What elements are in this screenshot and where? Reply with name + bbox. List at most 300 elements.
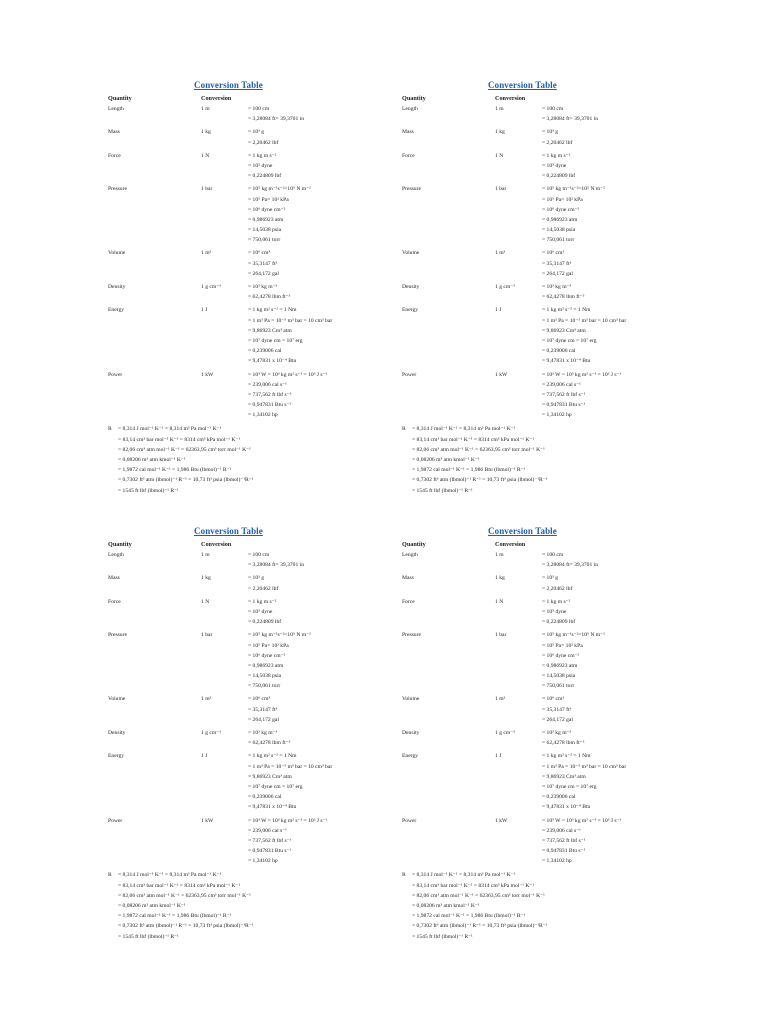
gas-constant-row: [402, 932, 732, 942]
table-row: [108, 184, 438, 194]
conversion-panel: [402, 80, 732, 500]
value-cell: = 1,34102 hp: [542, 412, 572, 419]
table-row: [108, 641, 438, 651]
table-row: [402, 826, 732, 836]
gas-constant-label: R: [108, 872, 112, 879]
quantity-cell: Energy: [108, 307, 125, 314]
gas-constant-row: [108, 911, 438, 921]
unit-cell: 1 N: [201, 598, 210, 605]
value-cell: = 239,006 cal s⁻¹: [248, 827, 287, 834]
table-row: [402, 127, 732, 137]
value-cell: = 1 m³ Pa = 10⁻⁵ m³ bar = 10 cm³ bar: [248, 317, 333, 324]
value-cell: = 9,86923 Cm³ atm: [542, 773, 586, 780]
table-row: [108, 400, 438, 410]
table-row: [402, 104, 732, 114]
unit-cell: 1 m: [495, 552, 504, 558]
unit-cell: 1 kg: [495, 129, 505, 136]
gas-constant-value: = 1,9872 cal mol⁻¹ K⁻¹ = 1,986 Btu (lbmol)⁻¹ R⁻¹: [118, 913, 232, 920]
value-cell: = 10³ W = 10³ kg m² s⁻³ = 10³ J s⁻¹: [248, 817, 328, 824]
gas-constant-value: = 8,314 J mol⁻¹ K⁻¹ = 8,314 m³ Pa mol⁻¹ K⁻¹: [118, 872, 222, 879]
unit-cell: 1 N: [495, 598, 504, 605]
table-row: [108, 573, 438, 583]
value-cell: = 264,172 gal: [248, 270, 279, 277]
table-row: [402, 681, 732, 691]
value-cell: = 62,4278 lbm ft⁻³: [248, 740, 291, 747]
conversion-header: Conversion: [201, 95, 232, 102]
gas-constant-row: [108, 475, 438, 485]
gas-constant-label: R: [402, 872, 406, 879]
table-header: [402, 540, 732, 550]
table-row: [108, 694, 438, 704]
quantity-cell: Volume: [108, 250, 126, 257]
table-row: [108, 380, 438, 390]
value-cell: = 9,86923 Cm³ atm: [542, 327, 586, 334]
quantity-cell: Length: [402, 106, 418, 112]
gas-constant-row: [402, 465, 732, 475]
gas-constant-value: = 1545 ft lbf (lbmol)⁻¹ R⁻¹: [412, 933, 473, 940]
quantity-cell: Density: [402, 284, 420, 290]
gas-constant-row: [402, 901, 732, 911]
table-row: [108, 235, 438, 245]
quantity-cell: Energy: [108, 753, 125, 760]
gas-constant-row: [402, 881, 732, 891]
unit-cell: 1 m³: [201, 250, 212, 257]
conversion-panel: [402, 526, 732, 946]
gas-constant-value: = 1545 ft lbf (lbmol)⁻¹ R⁻¹: [118, 487, 179, 494]
table-row: [108, 681, 438, 691]
gas-constant-value: = 82,06 cm³ atm mol⁻¹ K⁻¹ = 62363,95 cm³ torr mol⁻¹ K⁻¹: [412, 446, 545, 453]
unit-cell: 1 kg: [201, 129, 211, 136]
value-cell: = 1 m³ Pa = 10⁻⁵ m³ bar = 10 cm³ bar: [542, 763, 627, 770]
page-title: Conversion Table: [488, 80, 557, 90]
table-row: [108, 161, 438, 171]
table-row: [402, 751, 732, 761]
unit-cell: 1 g cm⁻³: [201, 730, 221, 736]
table-row: [108, 292, 438, 302]
table-row: [108, 826, 438, 836]
table-row: [402, 738, 732, 748]
table-row: [108, 705, 438, 715]
gas-constant-row: [108, 486, 438, 496]
gas-constant-row: [402, 445, 732, 455]
gas-constant-value: = 8,314 J mol⁻¹ K⁻¹ = 8,314 m³ Pa mol⁻¹ K⁻¹: [412, 426, 516, 433]
gas-constant-row: [402, 455, 732, 465]
value-cell: = 2,20462 lbf: [248, 585, 279, 592]
table-row: [402, 671, 732, 681]
unit-cell: 1 bar: [495, 632, 507, 639]
value-cell: = 10⁵ dyne: [248, 608, 273, 615]
table-row: [108, 225, 438, 235]
table-row: [108, 728, 438, 738]
table-row: [108, 597, 438, 607]
table-row: [108, 782, 438, 792]
unit-cell: 1 bar: [201, 186, 213, 193]
value-cell: = 0,947831 Btu s⁻¹: [542, 402, 586, 409]
table-row: [108, 751, 438, 761]
table-row: [402, 617, 732, 627]
gas-constant-value: = 1545 ft lbf (lbmol)⁻¹ R⁻¹: [412, 487, 473, 494]
value-cell: = 737,562 ft lbf s⁻¹: [248, 391, 292, 398]
table-header: [402, 94, 732, 104]
unit-cell: 1 bar: [495, 186, 507, 193]
unit-cell: 1 m³: [201, 696, 212, 703]
table-row: [108, 816, 438, 826]
table-row: [402, 316, 732, 326]
table-row: [402, 114, 732, 124]
gas-constant-value: = 83,14 cm³ bar mol⁻¹ K⁻¹ = 8314 cm³ kPa mol⁻¹ K⁻¹: [118, 436, 241, 443]
value-cell: = 1 m³ Pa = 10⁻⁵ m³ bar = 10 cm³ bar: [542, 317, 627, 324]
value-cell: = 0,239006 cal: [542, 794, 576, 801]
value-cell: = 2,20462 lbf: [542, 585, 573, 592]
value-cell: = 0,986923 atm: [248, 216, 284, 223]
gas-constant-row: [108, 921, 438, 931]
gas-constant-value: = 0,08206 m³ atm kmol⁻¹ K⁻¹: [118, 457, 186, 463]
gas-constant-value: = 82,06 cm³ atm mol⁻¹ K⁻¹ = 62363,95 cm³ torr mol⁻¹ K⁻¹: [118, 892, 251, 899]
table-row: [108, 259, 438, 269]
table-row: [108, 370, 438, 380]
table-row: [108, 856, 438, 866]
value-cell: = 1 kg m² s⁻² = 1 Nm: [542, 753, 591, 760]
unit-cell: 1 m³: [495, 696, 506, 703]
table-row: [402, 138, 732, 148]
value-cell: = 0,986923 atm: [248, 662, 284, 669]
gas-constant-row: [402, 435, 732, 445]
quantity-cell: Power: [402, 817, 417, 824]
value-cell: = 62,4278 lbm ft⁻³: [248, 294, 291, 301]
table-row: [108, 802, 438, 812]
value-cell: = 3,28084 ft= 39,3701 in: [542, 116, 599, 123]
quantity-cell: Volume: [108, 696, 126, 703]
table-row: [402, 390, 732, 400]
table-row: [402, 816, 732, 826]
table-row: [108, 104, 438, 114]
value-cell: = 10³ kg m⁻³: [248, 284, 278, 290]
value-cell: = 9,47831 x 10⁻⁴ Btu: [542, 358, 591, 365]
value-cell: = 10⁵ dyne: [542, 608, 567, 615]
gas-constant-row: [108, 455, 438, 465]
quantity-cell: Density: [108, 284, 126, 290]
value-cell: = 1 kg m² s⁻² = 1 Nm: [248, 307, 297, 314]
value-cell: = 10⁷ dyne cm = 10⁷ erg: [542, 783, 597, 790]
gas-constant-row: [108, 881, 438, 891]
quantity-cell: Force: [402, 598, 415, 605]
table-row: [402, 802, 732, 812]
value-cell: = 35,3147 ft³: [542, 260, 572, 267]
quantity-header: Quantity: [402, 541, 426, 548]
unit-cell: 1 kg: [201, 575, 211, 582]
table-row: [402, 410, 732, 420]
page-title: Conversion Table: [488, 526, 557, 536]
value-cell: = 1 kg m s⁻²: [542, 152, 571, 159]
quantity-cell: Volume: [402, 250, 420, 257]
gas-constant-value: = 8,314 J mol⁻¹ K⁻¹ = 8,314 m³ Pa mol⁻¹ K⁻¹: [412, 872, 516, 879]
value-cell: = 10⁶ cm³: [542, 250, 565, 257]
gas-constant-value: = 82,06 cm³ atm mol⁻¹ K⁻¹ = 62363,95 cm³ torr mol⁻¹ K⁻¹: [412, 892, 545, 899]
value-cell: = 737,562 ft lbf s⁻¹: [542, 391, 586, 398]
table-row: [108, 836, 438, 846]
table-row: [402, 161, 732, 171]
table-row: [108, 560, 438, 570]
gas-constant-value: = 1,9872 cal mol⁻¹ K⁻¹ = 1,986 Btu (lbmol)⁻¹ R⁻¹: [412, 467, 526, 474]
value-cell: = 0,947831 Btu s⁻¹: [248, 848, 292, 855]
table-row: [108, 846, 438, 856]
table-row: [402, 370, 732, 380]
quantity-cell: Length: [402, 552, 418, 558]
value-cell: = 35,3147 ft³: [542, 706, 572, 713]
value-cell: = 2,20462 lbf: [248, 139, 279, 146]
table-row: [108, 248, 438, 258]
table-row: [108, 584, 438, 594]
value-cell: = 10⁷ dyne cm = 10⁷ erg: [248, 337, 303, 344]
quantity-cell: Energy: [402, 753, 419, 760]
gas-constant-block: [108, 424, 438, 495]
value-cell: = 10⁷ dyne cm = 10⁷ erg: [248, 783, 303, 790]
quantity-cell: Mass: [108, 129, 120, 136]
table-row: [402, 772, 732, 782]
table-row: [402, 597, 732, 607]
value-cell: = 0,986923 atm: [542, 216, 578, 223]
gas-constant-block: [402, 870, 732, 941]
unit-cell: 1 J: [201, 307, 208, 314]
gas-constant-value: = 0,08206 m³ atm kmol⁻¹ K⁻¹: [118, 903, 186, 909]
table-row: [108, 269, 438, 279]
gas-constant-row: [108, 901, 438, 911]
table-row: [402, 400, 732, 410]
unit-cell: 1 N: [201, 152, 210, 159]
conversion-header: Conversion: [495, 541, 526, 548]
table-row: [108, 195, 438, 205]
quantity-header: Quantity: [402, 95, 426, 102]
unit-cell: 1 J: [495, 307, 502, 314]
quantity-header: Quantity: [108, 541, 132, 548]
conversion-header: Conversion: [495, 95, 526, 102]
table-row: [402, 326, 732, 336]
value-cell: = 1 kg m s⁻²: [248, 152, 277, 159]
table-row: [402, 550, 732, 560]
gas-constant-value: = 1,9872 cal mol⁻¹ K⁻¹ = 1,986 Btu (lbmol)⁻¹ R⁻¹: [118, 467, 232, 474]
quantity-cell: Power: [108, 817, 123, 824]
value-cell: = 0,224809 lbf: [542, 619, 576, 626]
gas-constant-row: [402, 891, 732, 901]
value-cell: = 62,4278 lbm ft⁻³: [542, 294, 585, 301]
value-cell: = 0,947831 Btu s⁻¹: [542, 848, 586, 855]
table-row: [108, 127, 438, 137]
value-cell: = 1 m³ Pa = 10⁻⁵ m³ bar = 10 cm³ bar: [248, 763, 333, 770]
value-cell: = 10⁶ dyne cm⁻²: [542, 652, 580, 659]
value-cell: = 239,006 cal s⁻¹: [542, 827, 581, 834]
quantity-cell: Density: [402, 730, 420, 736]
value-cell: = 10⁶ dyne cm⁻²: [248, 652, 286, 659]
value-cell: = 10⁵ Pa= 10² kPa: [248, 196, 289, 203]
conversion-panel: [108, 526, 438, 946]
gas-constant-value: = 8,314 J mol⁻¹ K⁻¹ = 8,314 m³ Pa mol⁻¹ K⁻¹: [118, 426, 222, 433]
table-row: [402, 235, 732, 245]
value-cell: = 10³ W = 10³ kg m² s⁻³ = 10³ J s⁻¹: [248, 371, 328, 378]
value-cell: = 9,47831 x 10⁻⁴ Btu: [248, 804, 297, 811]
value-cell: = 9,86923 Cm³ atm: [248, 773, 292, 780]
unit-cell: 1 m: [201, 106, 210, 112]
table-row: [402, 215, 732, 225]
gas-constant-value: = 1545 ft lbf (lbmol)⁻¹ R⁻¹: [118, 933, 179, 940]
unit-cell: 1 g cm⁻³: [495, 730, 515, 736]
quantity-cell: Power: [108, 371, 123, 378]
table-row: [402, 782, 732, 792]
value-cell: = 1,34102 hp: [248, 412, 278, 419]
value-cell: = 737,562 ft lbf s⁻¹: [248, 837, 292, 844]
quantity-cell: Power: [402, 371, 417, 378]
value-cell: = 9,86923 Cm³ atm: [248, 327, 292, 334]
table-row: [402, 728, 732, 738]
table-row: [402, 184, 732, 194]
table-row: [402, 560, 732, 570]
conversion-header: Conversion: [201, 541, 232, 548]
value-cell: = 14,5038 psia: [542, 673, 576, 680]
table-row: [402, 205, 732, 215]
value-cell: = 14,5038 psia: [542, 227, 576, 234]
value-cell: = 62,4278 lbm ft⁻³: [542, 740, 585, 747]
value-cell: = 10⁵ Pa= 10² kPa: [542, 196, 583, 203]
table-row: [108, 762, 438, 772]
quantity-cell: Force: [402, 152, 415, 159]
quantity-cell: Volume: [402, 696, 420, 703]
value-cell: = 10⁶ cm³: [542, 696, 565, 703]
value-cell: = 10⁶ cm³: [248, 250, 271, 257]
value-cell: = 1,34102 hp: [248, 858, 278, 865]
value-cell: = 264,172 gal: [542, 270, 573, 277]
value-cell: = 1 kg m² s⁻² = 1 Nm: [542, 307, 591, 314]
conversion-panel: [108, 80, 438, 500]
value-cell: = 750,061 torr: [248, 683, 281, 690]
table-row: [108, 630, 438, 640]
unit-cell: 1 m³: [495, 250, 506, 257]
table-row: [402, 305, 732, 315]
value-cell: = 0,239006 cal: [248, 794, 282, 801]
value-cell: = 10⁵ kg m⁻¹s⁻²=10⁵ N m⁻²: [248, 632, 311, 639]
unit-cell: 1 J: [201, 753, 208, 760]
value-cell: = 0,224809 lbf: [248, 619, 282, 626]
table-row: [108, 356, 438, 366]
table-row: [402, 336, 732, 346]
value-cell: = 100 cm: [248, 106, 270, 112]
gas-constant-value: = 82,06 cm³ atm mol⁻¹ K⁻¹ = 62363,95 cm³ torr mol⁻¹ K⁻¹: [118, 446, 251, 453]
table-row: [402, 380, 732, 390]
unit-cell: 1 m: [495, 106, 504, 112]
table-row: [402, 151, 732, 161]
table-row: [402, 630, 732, 640]
table-row: [402, 292, 732, 302]
value-cell: = 0,947831 Btu s⁻¹: [248, 402, 292, 409]
value-cell: = 10³ W = 10³ kg m² s⁻³ = 10³ J s⁻¹: [542, 817, 622, 824]
value-cell: = 100 cm: [248, 552, 270, 558]
unit-cell: 1 g cm⁻³: [201, 284, 221, 290]
table-row: [108, 282, 438, 292]
unit-cell: 1 kW: [201, 817, 214, 824]
value-cell: = 2,20462 lbf: [542, 139, 573, 146]
value-cell: = 100 cm: [542, 552, 564, 558]
value-cell: = 750,061 torr: [542, 237, 575, 244]
value-cell: = 10⁵ Pa= 10² kPa: [248, 642, 289, 649]
table-row: [402, 641, 732, 651]
table-row: [108, 316, 438, 326]
gas-constant-row: [402, 921, 732, 931]
quantity-cell: Mass: [402, 575, 414, 582]
gas-constant-label: R: [108, 426, 112, 433]
table-row: [402, 584, 732, 594]
value-cell: = 1 kg m² s⁻² = 1 Nm: [248, 753, 297, 760]
quantity-cell: Pressure: [402, 186, 421, 193]
quantity-cell: Length: [108, 106, 124, 112]
value-cell: = 10⁵ dyne: [248, 162, 273, 169]
value-cell: = 9,47831 x 10⁻⁴ Btu: [248, 358, 297, 365]
quantity-cell: Length: [108, 552, 124, 558]
gas-constant-value: = 0,08206 m³ atm kmol⁻¹ K⁻¹: [412, 457, 480, 463]
value-cell: = 0,224809 lbf: [248, 173, 282, 180]
value-cell: = 10⁵ Pa= 10² kPa: [542, 642, 583, 649]
value-cell: = 3,28084 ft= 39,3701 in: [248, 116, 305, 123]
quantity-cell: Energy: [402, 307, 419, 314]
value-cell: = 750,061 torr: [542, 683, 575, 690]
table-row: [108, 661, 438, 671]
table-row: [108, 215, 438, 225]
value-cell: = 3,28084 ft= 39,3701 in: [248, 562, 305, 569]
gas-constant-row: [108, 891, 438, 901]
page-title: Conversion Table: [194, 80, 263, 90]
quantity-cell: Pressure: [108, 186, 127, 193]
gas-constant-row: [402, 424, 732, 434]
table-row: [402, 792, 732, 802]
table-row: [108, 410, 438, 420]
value-cell: = 1 kg m s⁻²: [248, 598, 277, 605]
value-cell: = 10³ g: [248, 575, 265, 582]
gas-constant-value: = 0,08206 m³ atm kmol⁻¹ K⁻¹: [412, 903, 480, 909]
unit-cell: 1 kW: [495, 817, 508, 824]
value-cell: = 264,172 gal: [542, 716, 573, 723]
value-cell: = 35,3147 ft³: [248, 260, 278, 267]
gas-constant-value: = 83,14 cm³ bar mol⁻¹ K⁻¹ = 8314 cm³ kPa mol⁻¹ K⁻¹: [412, 436, 535, 443]
value-cell: = 10³ kg m⁻³: [542, 730, 572, 736]
gas-constant-label: R: [402, 426, 406, 433]
gas-constant-row: [108, 445, 438, 455]
quantity-cell: Force: [108, 152, 121, 159]
value-cell: = 239,006 cal s⁻¹: [248, 381, 287, 388]
gas-constant-value: = 0,7302 ft³ atm (lbmol)⁻¹ R⁻¹ = 10,73 ft³ psia (lbmol)⁻¹R⁻¹: [118, 923, 254, 930]
value-cell: = 10⁵ kg m⁻¹s⁻²=10⁵ N m⁻²: [542, 186, 605, 193]
table-row: [402, 346, 732, 356]
gas-constant-value: = 0,7302 ft³ atm (lbmol)⁻¹ R⁻¹ = 10,73 ft³ psia (lbmol)⁻¹R⁻¹: [412, 923, 548, 930]
table-row: [108, 772, 438, 782]
value-cell: = 239,006 cal s⁻¹: [542, 381, 581, 388]
table-row: [402, 225, 732, 235]
conversion-table: [108, 550, 438, 942]
gas-constant-value: = 1,9872 cal mol⁻¹ K⁻¹ = 1,986 Btu (lbmol)⁻¹ R⁻¹: [412, 913, 526, 920]
table-row: [402, 259, 732, 269]
value-cell: = 1 kg m s⁻²: [542, 598, 571, 605]
table-row: [108, 205, 438, 215]
table-row: [402, 715, 732, 725]
value-cell: = 737,562 ft lbf s⁻¹: [542, 837, 586, 844]
table-row: [402, 762, 732, 772]
quantity-cell: Mass: [108, 575, 120, 582]
table-row: [402, 282, 732, 292]
quantity-cell: Density: [108, 730, 126, 736]
gas-constant-block: [402, 424, 732, 495]
gas-constant-row: [402, 475, 732, 485]
unit-cell: 1 J: [495, 753, 502, 760]
value-cell: = 10³ g: [542, 129, 559, 136]
table-row: [108, 390, 438, 400]
value-cell: = 14,5038 psia: [248, 227, 282, 234]
value-cell: = 3,28084 ft= 39,3701 in: [542, 562, 599, 569]
